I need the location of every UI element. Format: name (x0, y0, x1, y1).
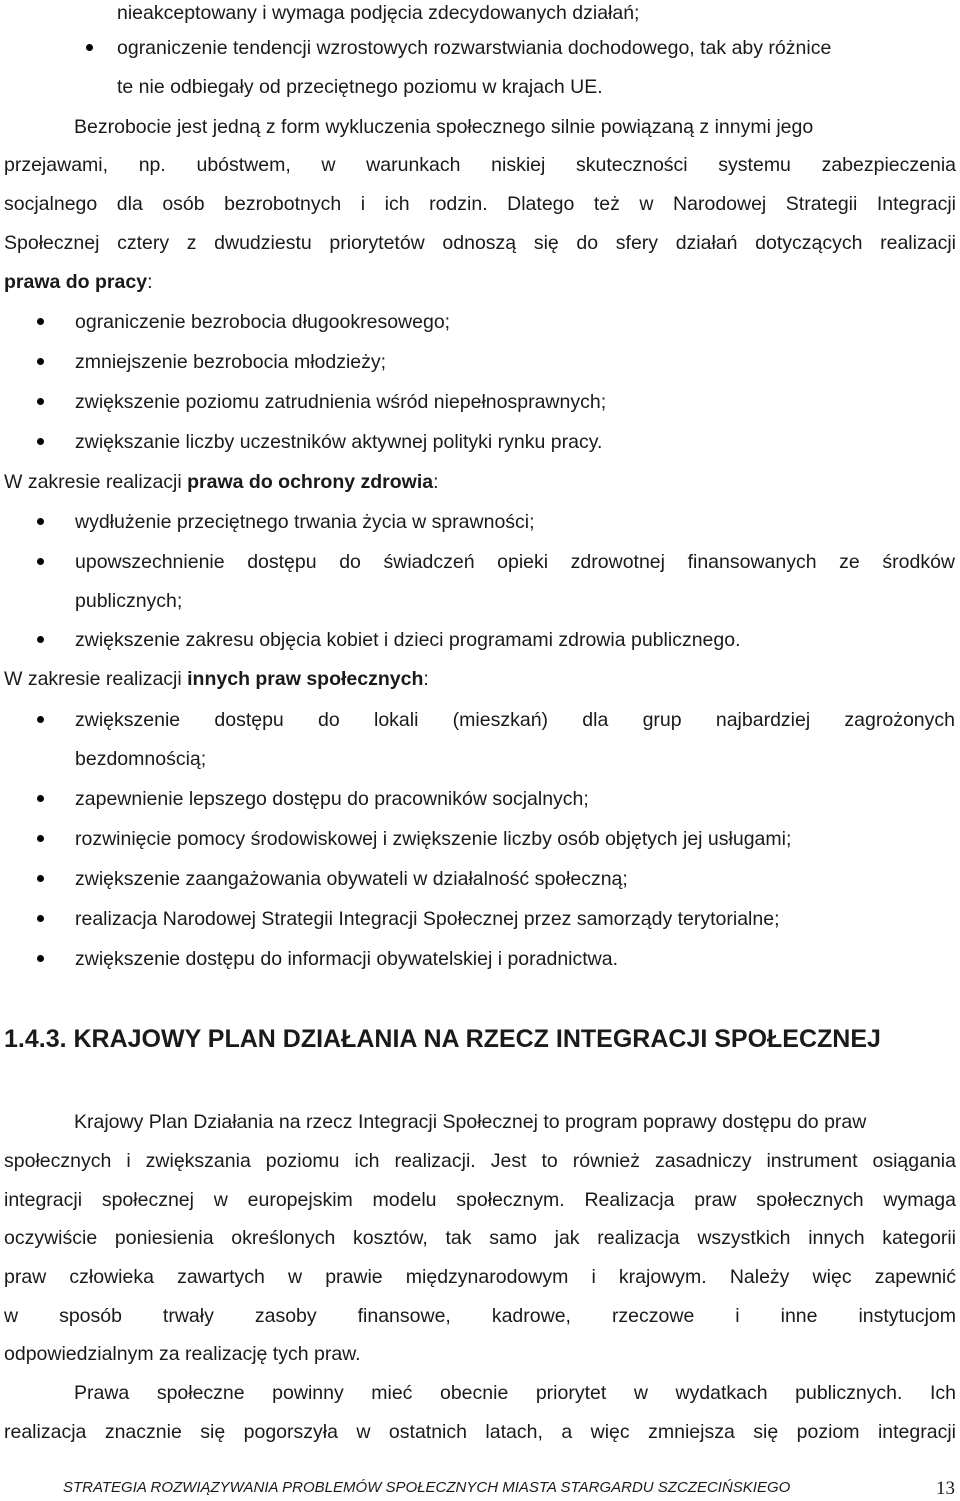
paragraph-line: Społecznej cztery z dwudziestu priorytetów odnoszą się do sfery działań dotyczących realizacji (4, 232, 956, 254)
paragraph-line (4, 469, 439, 495)
bullet-icon (37, 558, 44, 565)
list-item: zwiększenie dostępu do informacji obywatelskiej i poradnictwa. (75, 948, 619, 970)
bullet-icon (37, 518, 44, 525)
paragraph-line: Krajowy Plan Działania na rzecz Integracji Społecznej to program poprawy dostępu do praw (74, 1111, 867, 1133)
paragraph-line: Prawa społeczne powinny mieć obecnie priorytet w wydatkach publicznych. Ich (74, 1382, 956, 1404)
section-heading: 1.4.3. KRAJOWY PLAN DZIAŁANIA NA RZECZ INTEGRACJI SPOŁECZNEJ (4, 1025, 881, 1053)
bullet-icon (37, 636, 44, 643)
text-fragment: : (147, 271, 153, 293)
bullet-icon (37, 716, 44, 723)
list-item: rozwinięcie pomocy środowiskowej i zwiększenie liczby osób objętych jej usługami; (75, 828, 792, 850)
paragraph-line (4, 269, 152, 295)
paragraph-line: integracji społecznej w europejskim modelu społecznym. Realizacja praw społecznych wymaga (4, 1189, 956, 1211)
paragraph-line: oczywiście poniesienia określonych kosztów, tak samo jak realizacja wszystkich innych kategorii (4, 1227, 956, 1249)
paragraph-line: realizacja znacznie się pogorszyła w ostatnich latach, a więc zmniejsza się poziom integracji (4, 1421, 956, 1443)
text-fragment: W zakresie realizacji (4, 668, 188, 690)
bullet-icon (37, 955, 44, 962)
emphasis-text: prawa do ochrony zdrowia (187, 471, 434, 493)
bullet-icon (37, 795, 44, 802)
list-item-continuation: bezdomnością; (75, 748, 207, 770)
text-fragment: : (433, 471, 439, 493)
emphasis-text: innych praw społecznych (187, 668, 424, 690)
list-item: wydłużenie przeciętnego trwania życia w sprawności; (75, 511, 535, 533)
list-item: zwiększenie dostępu do lokali (mieszkań) dla grup najbardziej zagrożonych (75, 709, 955, 731)
paragraph-line: praw człowieka zawartych w prawie międzynarodowym i krajowym. Należy więc zapewnić (4, 1266, 956, 1288)
list-item: zapewnienie lepszego dostępu do pracowników socjalnych; (75, 788, 589, 810)
emphasis-text: prawa do pracy (4, 271, 148, 293)
list-item-continuation: te nie odbiegały od przeciętnego poziomu w krajach UE. (117, 76, 603, 98)
list-item: ograniczenie tendencji wzrostowych rozwarstwiania dochodowego, tak aby różnice (117, 37, 832, 59)
list-item: realizacja Narodowej Strategii Integracji Społecznej przez samorządy terytorialne; (75, 908, 780, 930)
list-item: zwiększenie zakresu objęcia kobiet i dzieci programami zdrowia publicznego. (75, 629, 741, 651)
bullet-icon (37, 915, 44, 922)
paragraph-line (4, 666, 429, 692)
list-item: ograniczenie bezrobocia długookresowego; (75, 311, 451, 333)
list-item: zmniejszenie bezrobocia młodzieży; (75, 351, 387, 373)
list-item-continuation: publicznych; (75, 590, 183, 612)
page-number: 13 (936, 1478, 955, 1499)
paragraph-line: w sposób trwały zasoby finansowe, kadrowe, rzeczowe i inne instytucjom (4, 1305, 956, 1327)
bullet-icon (37, 318, 44, 325)
bullet-icon (37, 438, 44, 445)
bullet-icon (37, 358, 44, 365)
bullet-icon (37, 875, 44, 882)
list-item: zwiększenie zaangażowania obywateli w działalność społeczną; (75, 868, 628, 890)
paragraph-line: odpowiedzialnym za realizację tych praw. (4, 1343, 361, 1365)
bullet-icon (86, 44, 93, 51)
page-footer: STRATEGIA ROZWIĄZYWANIA PROBLEMÓW SPOŁECZNYCH MIASTA STARGARDU SZCZECIŃSKIEGO (63, 1479, 791, 1496)
paragraph-line: społecznych i zwiększania poziomu ich realizacji. Jest to również zasadniczy instrument osiągania (4, 1150, 956, 1172)
list-item: upowszechnienie dostępu do świadczeń opieki zdrowotnej finansowanych ze środków (75, 551, 955, 573)
text-line: nieakceptowany i wymaga podjęcia zdecydowanych działań; (117, 2, 640, 24)
paragraph-line: socjalnego dla osób bezrobotnych i ich rodzin. Dlatego też w Narodowej Strategii Integracji (4, 193, 956, 215)
paragraph-line: Bezrobocie jest jedną z form wykluczenia społecznego silnie powiązaną z innymi jego (74, 116, 814, 138)
text-fragment: W zakresie realizacji (4, 471, 188, 493)
text-fragment: : (423, 668, 429, 690)
list-item: zwiększanie liczby uczestników aktywnej polityki rynku pracy. (75, 431, 603, 453)
paragraph-line: przejawami, np. ubóstwem, w warunkach niskiej skuteczności systemu zabezpieczenia (4, 154, 956, 176)
bullet-icon (37, 835, 44, 842)
list-item: zwiększenie poziomu zatrudnienia wśród niepełnosprawnych; (75, 391, 607, 413)
bullet-icon (37, 398, 44, 405)
